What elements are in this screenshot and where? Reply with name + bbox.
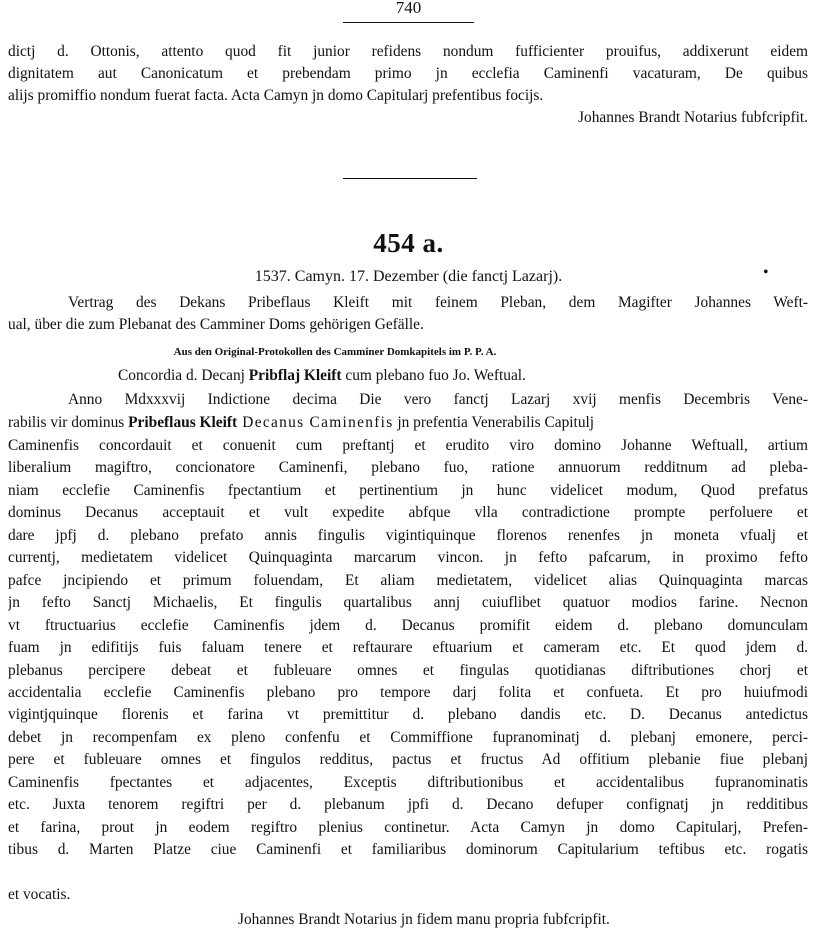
bullet-mark: • [763,264,769,281]
body-line-19: etc. Juxta tenorem regiftri per d. plebanum jpfi d. Decano defuper confignatj jn redditibus [8,796,808,814]
prev-doc-line-2: dignitatem aut Canonicatum et prebendam primo jn ecclefia Caminenfi vacaturam, De quibus [8,65,808,82]
document-number: 454 a. [373,228,444,258]
body-line-2-mid: Decanus Caminenfis [237,414,394,431]
body-line-4: liberalium magiftro, concionatore Caminenfi, plebano fuo, ratione annuorum redditnum ad pleba- [8,459,808,477]
body-line-17: pere et fubleuare omnes et fingulos redditus, pactus et fructus Ad offitium plebanie fiue plebanj [8,751,808,769]
body-line-21: tibus d. Marten Platze ciue Caminenfi et familiaribus dominorum Capitularium teftibus etc. rogatis [8,841,808,859]
summary-line-1: Vertrag des Dekans Pribeflaus Kleift mit feinem Pleban, dem Magifter Johannes Weft- [68,294,808,311]
body-line-8: currentj, medietatem videlicet Quinquaginta marcarum vincon. jn fefto pafcarum, in proximo fefto [8,549,808,567]
dean-name: Pribeflaus Kleift [128,414,238,431]
body-line-12: fuam jn edifitijs fuis faluam tenere et reftaurare eftuarium et cameram etc. Et quod jdem d. [8,639,808,657]
prev-doc-line-1: dictj d. Ottonis, attento quod fit junior refidens nondum fufficienter prouifus, addixerunt eidem [8,43,808,60]
header-rule [343,22,474,23]
document-date: 1537. Camyn. 17. Dezember (die fanctj Lazarj). [254,268,563,285]
body-line-15: vigintjquinque florenis et farina vt premittitur d. plebano dandis etc. D. Decanus antedictus [8,706,808,724]
document-signature: Johannes Brandt Notarius jn fidem manu propria fubfcripfit. [238,911,610,928]
body-line-16: debet jn recompenfam ex pleno confenfu et Commiffione fupranominatj d. plebanj emonere, perci- [8,728,808,746]
body-line-11: vt ftructuarius ecclefie Caminenfis jdem d. Decanus promifit eidem d. plebano domunculam [8,616,808,634]
section-divider [343,178,477,179]
body-line-20: et farina, prout jn eodem regiftro plenius continetur. Acta Camyn jn domo Capitularj, Prefen- [8,818,808,836]
body-line-7: dare jpfj d. plebano prefato annis fingulis vigintiquinque florenos renenfes jn moneta vfualj et [8,526,808,544]
body-line-2-post: jn prefentia Venerabilis Capitulj [393,414,595,431]
heading-post: cum plebano fuo Jo. Weftual. [341,367,526,384]
body-line-6: dominus Decanus acceptauit et vult expedite abfque vlla contradictione prompte perfoluere et [8,504,808,522]
body-line-3: Caminenfis concordauit et conuenit cum preftantj et erudito viro domino Johanne Weftuall, artium [8,437,808,454]
body-line-2 [8,413,808,433]
page-number: 740 [395,0,422,17]
document-heading [118,366,808,386]
body-line-10: jn fefto Sanctj Michaelis, Et fingulis quartalibus annj cuiuflibet quatuor modios farine. Necnon [8,594,808,612]
body-line-2-pre: rabilis vir dominus [8,414,129,431]
prev-doc-line-3: alijs promiffio nondum fuerat facta. Acta Camyn jn domo Capitularj prefentibus focijs. [8,87,544,104]
body-line-13: plebanus percipere debeat et fubleuare omnes et fingulas quotidianas diftributiones chorj et [8,661,808,679]
prev-doc-signature: Johannes Brandt Notarius fubfcripfit. [578,109,808,126]
body-line-18: Caminenfis fpectantes et adjacentes, Exceptis diftributionibus et accidentalibus fupranominatis [8,773,808,791]
source-note: Aus den Original-Protokollen des Camminer Domkapitels im P. P. A. [173,346,497,358]
body-line-1: Anno Mdxxxvij Indictione decima Die vero fanctj Lazarj xvij menfis Decembris Vene- [68,391,808,408]
body-line-9: pafce jncipiendo et primum foluendam, Et aliam medietatem, videlicet alias Quinquaginta marcas [8,571,808,589]
body-last-line: et vocatis. [8,886,71,903]
heading-name: Pribflaj Kleift [248,367,342,384]
body-line-14: accidentalia ecclefie Caminenfis plebano pro tempore darj folita et confueta. Et pro huiufmodi [8,683,808,701]
body-line-5: niam ecclefie Caminenfis fpectantium et pertinentium jn hunc videlicet modum, Quod prefatus [8,481,808,499]
summary-line-2: ual, über die zum Plebanat des Camminer Doms gehörigen Gefälle. [8,316,424,333]
heading-pre: Concordia d. Decanj [118,367,249,384]
